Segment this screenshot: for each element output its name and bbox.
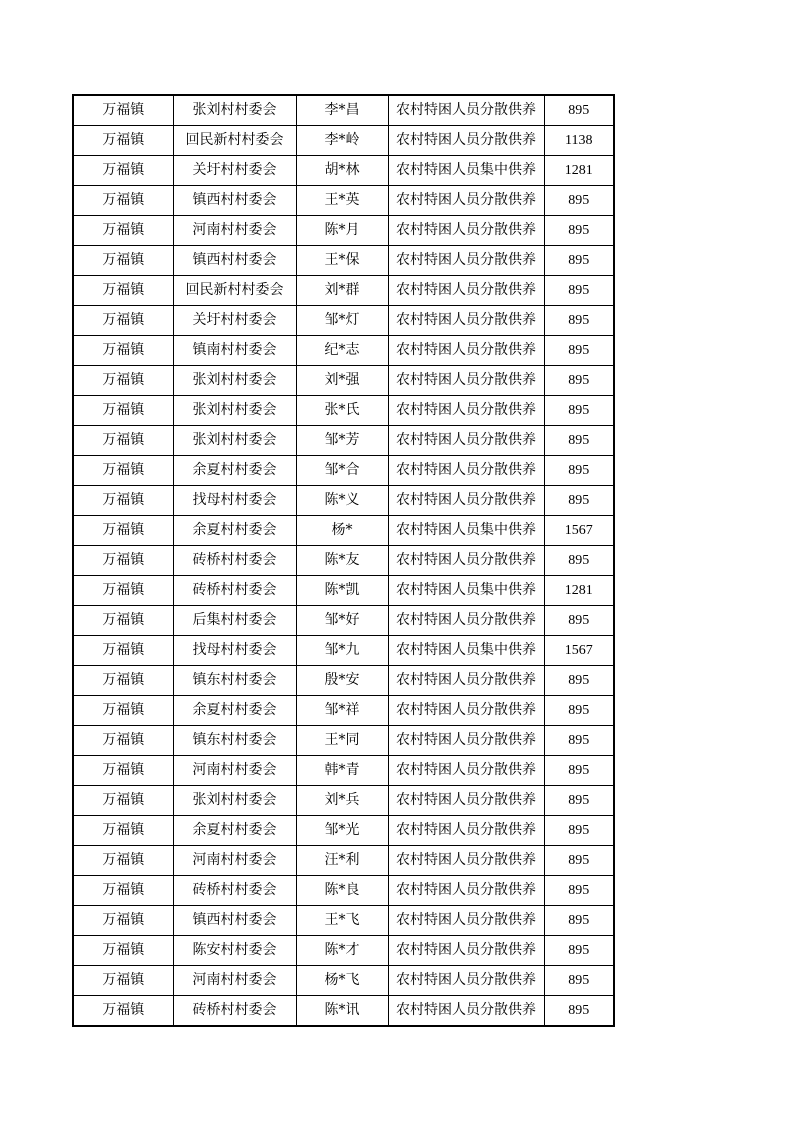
village-cell: 河南村村委会 bbox=[173, 216, 296, 246]
village-cell: 回民新村村委会 bbox=[173, 276, 296, 306]
town-cell: 万福镇 bbox=[73, 726, 173, 756]
support-type-cell: 农村特困人员分散供养 bbox=[388, 95, 544, 126]
amount-cell: 895 bbox=[544, 996, 614, 1027]
amount-cell: 895 bbox=[544, 876, 614, 906]
support-type-cell: 农村特困人员集中供养 bbox=[388, 636, 544, 666]
town-cell: 万福镇 bbox=[73, 756, 173, 786]
amount-cell: 895 bbox=[544, 726, 614, 756]
person-name-cell: 王*同 bbox=[296, 726, 388, 756]
village-cell: 镇南村村委会 bbox=[173, 336, 296, 366]
support-type-cell: 农村特困人员集中供养 bbox=[388, 156, 544, 186]
village-cell: 河南村村委会 bbox=[173, 756, 296, 786]
village-cell: 镇西村村委会 bbox=[173, 246, 296, 276]
village-cell: 张刘村村委会 bbox=[173, 95, 296, 126]
support-type-cell: 农村特困人员分散供养 bbox=[388, 906, 544, 936]
amount-cell: 895 bbox=[544, 696, 614, 726]
person-name-cell: 刘*群 bbox=[296, 276, 388, 306]
table-row bbox=[73, 186, 614, 216]
town-cell: 万福镇 bbox=[73, 936, 173, 966]
village-cell: 镇东村村委会 bbox=[173, 726, 296, 756]
town-cell: 万福镇 bbox=[73, 246, 173, 276]
amount-cell: 895 bbox=[544, 246, 614, 276]
village-cell: 找母村村委会 bbox=[173, 486, 296, 516]
town-cell: 万福镇 bbox=[73, 546, 173, 576]
town-cell: 万福镇 bbox=[73, 966, 173, 996]
support-type-cell: 农村特困人员分散供养 bbox=[388, 216, 544, 246]
table-row bbox=[73, 546, 614, 576]
person-name-cell: 邹*好 bbox=[296, 606, 388, 636]
village-cell: 镇东村村委会 bbox=[173, 666, 296, 696]
person-name-cell: 张*氏 bbox=[296, 396, 388, 426]
village-cell: 河南村村委会 bbox=[173, 966, 296, 996]
support-type-cell: 农村特困人员分散供养 bbox=[388, 546, 544, 576]
town-cell: 万福镇 bbox=[73, 846, 173, 876]
amount-cell: 895 bbox=[544, 756, 614, 786]
support-type-cell: 农村特困人员分散供养 bbox=[388, 696, 544, 726]
table-row bbox=[73, 906, 614, 936]
village-cell: 关圩村村委会 bbox=[173, 156, 296, 186]
village-cell: 镇西村村委会 bbox=[173, 186, 296, 216]
amount-cell: 895 bbox=[544, 276, 614, 306]
village-cell: 余夏村村委会 bbox=[173, 696, 296, 726]
table-row bbox=[73, 816, 614, 846]
village-cell: 关圩村村委会 bbox=[173, 306, 296, 336]
person-name-cell: 邹*祥 bbox=[296, 696, 388, 726]
village-cell: 余夏村村委会 bbox=[173, 516, 296, 546]
amount-cell: 895 bbox=[544, 306, 614, 336]
table-row bbox=[73, 456, 614, 486]
table-row bbox=[73, 936, 614, 966]
support-type-cell: 农村特困人员分散供养 bbox=[388, 756, 544, 786]
amount-cell: 895 bbox=[544, 95, 614, 126]
village-cell: 张刘村村委会 bbox=[173, 786, 296, 816]
village-cell: 张刘村村委会 bbox=[173, 366, 296, 396]
support-type-cell: 农村特困人员分散供养 bbox=[388, 426, 544, 456]
table-row bbox=[73, 396, 614, 426]
table-row bbox=[73, 966, 614, 996]
table-row bbox=[73, 606, 614, 636]
table-row bbox=[73, 486, 614, 516]
person-name-cell: 陈*良 bbox=[296, 876, 388, 906]
town-cell: 万福镇 bbox=[73, 816, 173, 846]
amount-cell: 1281 bbox=[544, 156, 614, 186]
person-name-cell: 王*英 bbox=[296, 186, 388, 216]
table-row bbox=[73, 666, 614, 696]
town-cell: 万福镇 bbox=[73, 396, 173, 426]
support-type-cell: 农村特困人员分散供养 bbox=[388, 126, 544, 156]
person-name-cell: 李*昌 bbox=[296, 95, 388, 126]
person-name-cell: 陈*月 bbox=[296, 216, 388, 246]
table-row bbox=[73, 126, 614, 156]
person-name-cell: 胡*林 bbox=[296, 156, 388, 186]
amount-cell: 895 bbox=[544, 966, 614, 996]
support-type-cell: 农村特困人员集中供养 bbox=[388, 516, 544, 546]
amount-cell: 895 bbox=[544, 216, 614, 246]
person-name-cell: 陈*义 bbox=[296, 486, 388, 516]
support-type-cell: 农村特困人员分散供养 bbox=[388, 996, 544, 1027]
table-row bbox=[73, 696, 614, 726]
amount-cell: 895 bbox=[544, 816, 614, 846]
village-cell: 余夏村村委会 bbox=[173, 816, 296, 846]
beneficiary-table bbox=[72, 94, 615, 1027]
village-cell: 找母村村委会 bbox=[173, 636, 296, 666]
person-name-cell: 刘*强 bbox=[296, 366, 388, 396]
beneficiary-table-body bbox=[73, 95, 614, 1026]
amount-cell: 895 bbox=[544, 456, 614, 486]
person-name-cell: 王*飞 bbox=[296, 906, 388, 936]
table-row bbox=[73, 426, 614, 456]
amount-cell: 895 bbox=[544, 186, 614, 216]
town-cell: 万福镇 bbox=[73, 876, 173, 906]
support-type-cell: 农村特困人员分散供养 bbox=[388, 966, 544, 996]
person-name-cell: 陈*讯 bbox=[296, 996, 388, 1027]
village-cell: 砖桥村村委会 bbox=[173, 876, 296, 906]
person-name-cell: 汪*利 bbox=[296, 846, 388, 876]
support-type-cell: 农村特困人员分散供养 bbox=[388, 666, 544, 696]
town-cell: 万福镇 bbox=[73, 366, 173, 396]
table-row bbox=[73, 576, 614, 606]
town-cell: 万福镇 bbox=[73, 276, 173, 306]
table-row bbox=[73, 756, 614, 786]
table-row bbox=[73, 246, 614, 276]
amount-cell: 1567 bbox=[544, 636, 614, 666]
town-cell: 万福镇 bbox=[73, 516, 173, 546]
person-name-cell: 刘*兵 bbox=[296, 786, 388, 816]
village-cell: 镇西村村委会 bbox=[173, 906, 296, 936]
support-type-cell: 农村特困人员分散供养 bbox=[388, 336, 544, 366]
person-name-cell: 邹*九 bbox=[296, 636, 388, 666]
person-name-cell: 邹*合 bbox=[296, 456, 388, 486]
person-name-cell: 邹*芳 bbox=[296, 426, 388, 456]
village-cell: 张刘村村委会 bbox=[173, 426, 296, 456]
person-name-cell: 韩*青 bbox=[296, 756, 388, 786]
town-cell: 万福镇 bbox=[73, 486, 173, 516]
person-name-cell: 王*保 bbox=[296, 246, 388, 276]
town-cell: 万福镇 bbox=[73, 186, 173, 216]
table-row bbox=[73, 786, 614, 816]
person-name-cell: 杨* bbox=[296, 516, 388, 546]
table-row bbox=[73, 156, 614, 186]
village-cell: 砖桥村村委会 bbox=[173, 546, 296, 576]
table-row bbox=[73, 336, 614, 366]
amount-cell: 1138 bbox=[544, 126, 614, 156]
person-name-cell: 纪*志 bbox=[296, 336, 388, 366]
table-row bbox=[73, 516, 614, 546]
town-cell: 万福镇 bbox=[73, 126, 173, 156]
support-type-cell: 农村特困人员集中供养 bbox=[388, 576, 544, 606]
table-row bbox=[73, 306, 614, 336]
amount-cell: 895 bbox=[544, 606, 614, 636]
table-row bbox=[73, 996, 614, 1027]
person-name-cell: 陈*友 bbox=[296, 546, 388, 576]
amount-cell: 895 bbox=[544, 786, 614, 816]
support-type-cell: 农村特困人员分散供养 bbox=[388, 396, 544, 426]
village-cell: 张刘村村委会 bbox=[173, 396, 296, 426]
amount-cell: 895 bbox=[544, 396, 614, 426]
table-row bbox=[73, 216, 614, 246]
town-cell: 万福镇 bbox=[73, 336, 173, 366]
town-cell: 万福镇 bbox=[73, 306, 173, 336]
support-type-cell: 农村特困人员分散供养 bbox=[388, 936, 544, 966]
town-cell: 万福镇 bbox=[73, 95, 173, 126]
village-cell: 砖桥村村委会 bbox=[173, 996, 296, 1027]
town-cell: 万福镇 bbox=[73, 156, 173, 186]
table-row bbox=[73, 636, 614, 666]
amount-cell: 1281 bbox=[544, 576, 614, 606]
town-cell: 万福镇 bbox=[73, 696, 173, 726]
amount-cell: 895 bbox=[544, 846, 614, 876]
table-row bbox=[73, 95, 614, 126]
village-cell: 河南村村委会 bbox=[173, 846, 296, 876]
table-row bbox=[73, 366, 614, 396]
person-name-cell: 陈*凯 bbox=[296, 576, 388, 606]
amount-cell: 895 bbox=[544, 666, 614, 696]
person-name-cell: 李*岭 bbox=[296, 126, 388, 156]
person-name-cell: 殷*安 bbox=[296, 666, 388, 696]
amount-cell: 895 bbox=[544, 906, 614, 936]
support-type-cell: 农村特困人员分散供养 bbox=[388, 276, 544, 306]
person-name-cell: 杨*飞 bbox=[296, 966, 388, 996]
support-type-cell: 农村特困人员分散供养 bbox=[388, 486, 544, 516]
amount-cell: 895 bbox=[544, 546, 614, 576]
amount-cell: 895 bbox=[544, 366, 614, 396]
support-type-cell: 农村特困人员分散供养 bbox=[388, 366, 544, 396]
town-cell: 万福镇 bbox=[73, 636, 173, 666]
table-row bbox=[73, 876, 614, 906]
support-type-cell: 农村特困人员分散供养 bbox=[388, 846, 544, 876]
town-cell: 万福镇 bbox=[73, 786, 173, 816]
town-cell: 万福镇 bbox=[73, 606, 173, 636]
support-type-cell: 农村特困人员分散供养 bbox=[388, 876, 544, 906]
support-type-cell: 农村特困人员分散供养 bbox=[388, 786, 544, 816]
support-type-cell: 农村特困人员分散供养 bbox=[388, 186, 544, 216]
support-type-cell: 农村特困人员分散供养 bbox=[388, 306, 544, 336]
amount-cell: 895 bbox=[544, 486, 614, 516]
amount-cell: 895 bbox=[544, 936, 614, 966]
town-cell: 万福镇 bbox=[73, 906, 173, 936]
support-type-cell: 农村特困人员分散供养 bbox=[388, 816, 544, 846]
table-row bbox=[73, 276, 614, 306]
support-type-cell: 农村特困人员分散供养 bbox=[388, 246, 544, 276]
person-name-cell: 陈*才 bbox=[296, 936, 388, 966]
town-cell: 万福镇 bbox=[73, 216, 173, 246]
support-type-cell: 农村特困人员分散供养 bbox=[388, 456, 544, 486]
person-name-cell: 邹*光 bbox=[296, 816, 388, 846]
village-cell: 余夏村村委会 bbox=[173, 456, 296, 486]
town-cell: 万福镇 bbox=[73, 996, 173, 1027]
amount-cell: 895 bbox=[544, 426, 614, 456]
village-cell: 回民新村村委会 bbox=[173, 126, 296, 156]
amount-cell: 895 bbox=[544, 336, 614, 366]
village-cell: 陈安村村委会 bbox=[173, 936, 296, 966]
person-name-cell: 邹*灯 bbox=[296, 306, 388, 336]
support-type-cell: 农村特困人员分散供养 bbox=[388, 726, 544, 756]
town-cell: 万福镇 bbox=[73, 666, 173, 696]
amount-cell: 1567 bbox=[544, 516, 614, 546]
village-cell: 后集村村委会 bbox=[173, 606, 296, 636]
town-cell: 万福镇 bbox=[73, 426, 173, 456]
town-cell: 万福镇 bbox=[73, 576, 173, 606]
table-row bbox=[73, 846, 614, 876]
town-cell: 万福镇 bbox=[73, 456, 173, 486]
support-type-cell: 农村特困人员分散供养 bbox=[388, 606, 544, 636]
table-row bbox=[73, 726, 614, 756]
village-cell: 砖桥村村委会 bbox=[173, 576, 296, 606]
